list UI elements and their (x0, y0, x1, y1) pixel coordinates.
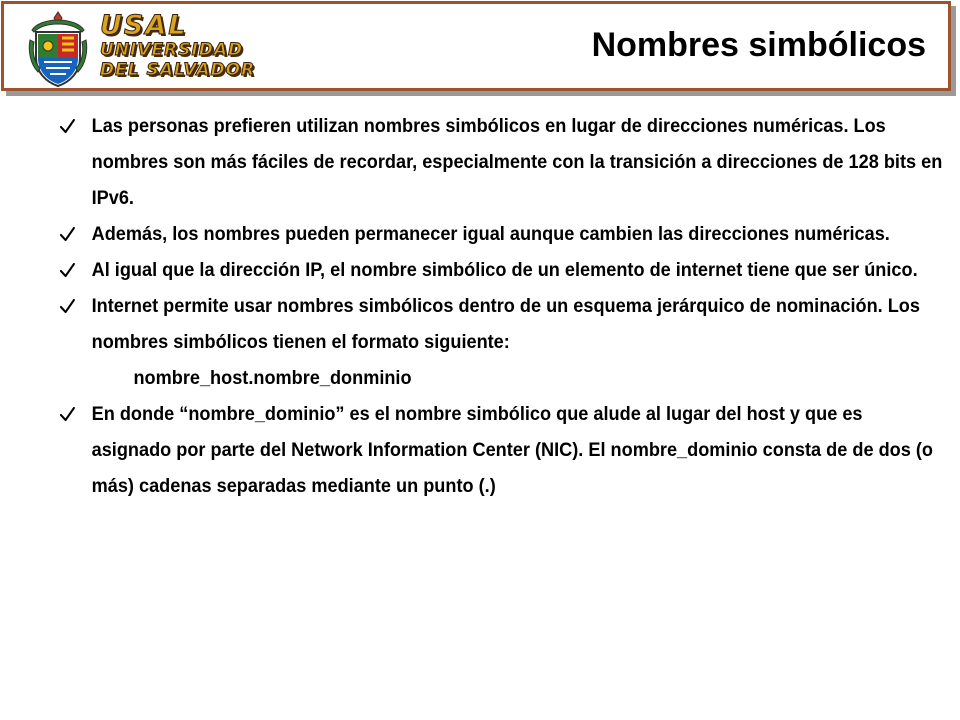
bullet-item (60, 288, 945, 396)
university-crest-icon (26, 10, 90, 88)
bullet-item (60, 396, 945, 504)
checkmark-icon (60, 263, 75, 278)
university-wordmark (100, 12, 255, 79)
wordmark-usal: USAL (100, 10, 188, 41)
slide-header (1, 1, 951, 91)
wordmark-universidad: UNIVERSIDAD (100, 40, 244, 60)
checkmark-icon (60, 119, 75, 134)
bullet-text: Al igual que la dirección IP, el nombre simbólico de un elemento de internet tiene que ser único. (91, 259, 918, 281)
bullet-text: Las personas prefieren utilizan nombres simbólicos en lugar de direcciones numéricas. Los nombres son más fáciles de recordar, especialmente con la transición a direcciones de 128 bits en IPv6. (91, 115, 943, 209)
checkmark-icon (60, 407, 75, 422)
bullet-list (60, 108, 943, 504)
checkmark-icon (60, 299, 75, 314)
bullet-text: Además, los nombres pueden permanecer igual aunque cambien las direcciones numéricas. (91, 223, 890, 245)
checkmark-icon (60, 227, 75, 242)
wordmark-del-salvador: DEL SALVADOR (100, 60, 256, 80)
bullet-text: En donde “nombre_dominio” es el nombre simbólico que alude al lugar del host y que es asignado por parte del Network Information Center (NIC). El nombre_dominio consta de de dos (o más) cadenas separadas mediante un punto (.) (91, 403, 933, 497)
bullet-item (60, 216, 945, 252)
bullet-item (60, 252, 945, 288)
bullet-text: Internet permite usar nombres simbólicos dentro de un esquema jerárquico de nominación. Los nombres simbólicos tienen el formato siguiente: (91, 295, 920, 353)
domain-format-code: nombre_host.nombre_donminio (133, 367, 412, 389)
page-title: Nombres simbólicos (591, 26, 926, 64)
bullet-item (60, 108, 945, 216)
